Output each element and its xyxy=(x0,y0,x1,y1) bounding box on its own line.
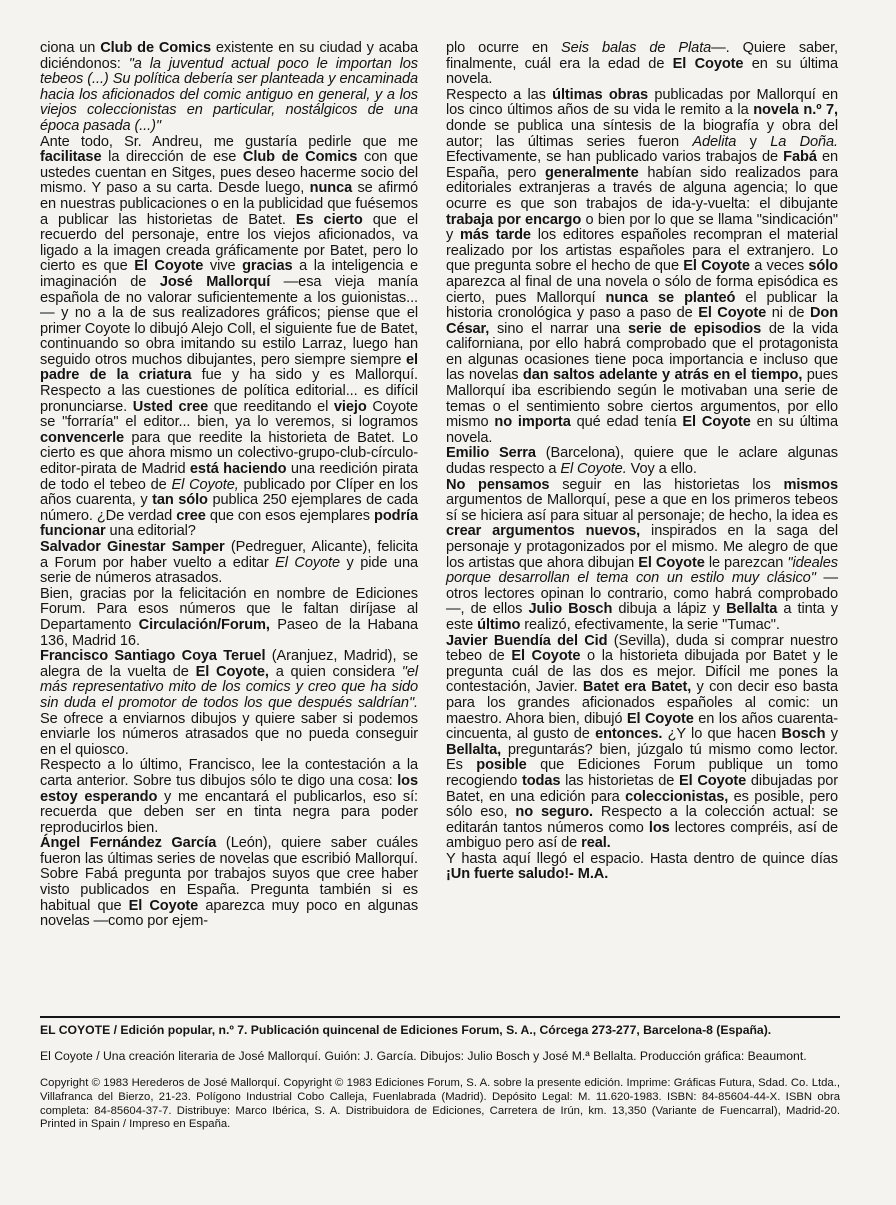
text-run: la dirección de ese xyxy=(101,149,243,166)
bold-text: novela n.º 7, xyxy=(753,102,838,119)
letter-paragraph xyxy=(40,135,418,540)
italic-text: El Coyote, xyxy=(171,476,239,493)
italic-text: "a la juventud actual poco le importan los tebeos (...) Su política debería ser planteada y encaminada hacia los aficionados del comic antiguo en general, y a los viejos coleccionistas en particular, nostálgicos de una época pasada (...)" xyxy=(40,55,419,134)
bold-text: cree xyxy=(176,507,206,524)
bold-text: más tarde xyxy=(460,227,531,244)
text-run: aparezca muy poco en algunas novelas —como por ejem- xyxy=(40,897,419,930)
bold-text: sólo xyxy=(808,258,838,275)
bold-text: trabaja por encargo xyxy=(446,211,582,228)
text-run: para que reedite la historieta de Batet. Lo cierto es que ahora mismo un colectivo-grupo-club-círculo-editor-pirata de Madrid xyxy=(40,429,418,478)
text-run: publicadas por Mallorquí en los cinco últimos años de su vida le remito a la xyxy=(446,86,839,119)
text-run: y pide una serie de números atrasados. xyxy=(40,554,418,587)
bold-text: los estoy esperando xyxy=(40,772,418,805)
bold-text: Ángel Fernández García xyxy=(40,835,217,852)
bold-text: José Mallorquí xyxy=(159,273,271,290)
bold-text: No pensamos xyxy=(446,476,550,493)
text-run: aparezca al final de una novela o sólo de forma episódica es cierto, pues Mallorquí xyxy=(446,273,838,306)
credits-line: El Coyote / Una creación literaria de José Mallorquí. Guión: J. García. Dibujos: Julio Bosch y José M.ª Bellalta. Producción gráfica: Beaumont. xyxy=(40,1049,807,1063)
text-run: en su última novela. xyxy=(446,55,839,88)
text-run: en los años cuarenta-cincuenta, al gusto de xyxy=(446,710,838,743)
bold-text: El Coyote xyxy=(128,897,199,914)
text-run: y xyxy=(825,726,838,743)
bold-text: Circulación/Forum, xyxy=(138,616,270,633)
letter-paragraph xyxy=(40,41,418,135)
bold-text: no seguro. xyxy=(515,804,593,821)
bold-text: Usted cree xyxy=(132,398,209,415)
italic-text: El Coyote xyxy=(275,554,341,571)
text-run: ¿Y lo que hacen xyxy=(662,726,782,743)
bold-text: El Coyote xyxy=(679,772,747,789)
text-run: realizó, efectivamente, la serie "Tumac". xyxy=(520,616,780,633)
bold-text: Javier Buendía del Cid xyxy=(446,632,608,649)
text-run: Se ofrece a enviarnos dibujos y quiere saber si podemos enviarle los números atrasados que no pueda conseguir en el quiosco. xyxy=(40,710,418,758)
letter-paragraph xyxy=(446,634,838,852)
right-column xyxy=(446,41,838,883)
text-run: (Pedreguer, Alicante), felicita a Forum por haber vuelto a editar xyxy=(40,539,418,571)
bold-text: Bellalta, xyxy=(446,741,502,758)
text-run: (León), quiere saber cuáles fueron las últimas series de novelas que escribió Mallorquí. Sobre Fabá pregunta por trabajos suyos que cree haber visto publicados en España. Pregunta también si es habitual que xyxy=(40,835,419,914)
text-run: que Ediciones Forum publique un tomo recogiendo xyxy=(446,757,838,789)
text-run: con que ustedes cuentan en Sitges, pues deseo hacerme socio del mismo. Y paso a su carta. Desde luego, xyxy=(40,149,418,197)
bold-text: serie de episodios xyxy=(627,320,762,337)
bold-text: entonces. xyxy=(595,726,663,743)
bold-text: Emilio Serra xyxy=(446,445,536,462)
text-run: pues Mallorquí iba escribiendo según le motivaban una serie de temas o el sentimiento sobre ciertos argumentos, por ello mismo xyxy=(446,367,839,431)
text-run: los editores españoles recompran el material realizado por los artistas españoles para el extranjero. Lo que pregunta sobre el hecho de que xyxy=(446,227,838,275)
bold-text: Es cierto xyxy=(295,211,363,228)
bold-text: el padre de la criatura xyxy=(40,351,418,384)
bold-text: mismos xyxy=(783,476,838,493)
bold-text: Club de Comics xyxy=(100,40,211,56)
letter-paragraph xyxy=(446,41,838,88)
text-run: publicado por Clíper en los años cuarenta, y xyxy=(40,476,418,509)
bold-text: podría funcionar xyxy=(40,507,418,540)
bold-text: Fabá xyxy=(783,149,817,166)
text-run: y me encantará el publicarlos, eso sí: recuerda que deben ser en tinta negra para poder reproducirlos bien. xyxy=(40,788,419,836)
bold-text: gracias xyxy=(242,258,293,275)
bold-text: no importa xyxy=(494,414,571,431)
text-run: en España, pero xyxy=(446,149,838,181)
bold-text: El Coyote xyxy=(698,305,767,322)
bold-text: crear argumentos nuevos, xyxy=(446,523,641,540)
italic-text: "el más representativo mito de los comics y creo que ha sido sin duda el promotor de todos los que después saldrían". xyxy=(40,663,419,711)
text-run: Respecto a lo último, Francisco, lee la contestación a la carta anterior. Sobre tus dibujos sólo te digo una cosa: xyxy=(40,757,418,789)
bold-text: está haciendo xyxy=(189,461,287,478)
bold-text: Club de Comics xyxy=(242,149,358,166)
text-run: (Barcelona), quiere que le aclare algunas dudas respecto a xyxy=(446,445,839,478)
bold-text: ¡Un fuerte saludo!- M.A. xyxy=(446,866,609,883)
bold-text: El Coyote xyxy=(672,55,744,72)
text-run: donde se publica una síntesis de la biografía y obra del autor; las últimas series fueron xyxy=(446,117,838,150)
bold-text: los xyxy=(648,819,670,836)
letter-paragraph xyxy=(446,446,838,477)
edition-line: EL COYOTE / Edición popular, n.º 7. Publicación quincenal de Ediciones Forum, S. A., Córcega 273-277, Barcelona-8 (España). xyxy=(40,1023,772,1037)
text-run: —. Quiere saber, finalmente, cuál era la edad de xyxy=(446,40,838,72)
text-run: qué edad tenía xyxy=(570,414,683,431)
letter-paragraph xyxy=(40,758,418,836)
bold-text: último xyxy=(477,616,521,633)
text-run: publica 250 ejemplares de cada número. ¿De verdad xyxy=(40,492,418,524)
letter-paragraph xyxy=(40,649,418,758)
text-run: Efectivamente, se han publicado varios trabajos de xyxy=(446,149,784,166)
text-run: el publicar la historia cronológica y paso a paso de xyxy=(446,289,838,322)
bold-text: El Coyote xyxy=(511,648,581,665)
text-run: las historietas de xyxy=(560,772,680,789)
bold-text: El Coyote, xyxy=(195,663,269,680)
bold-text: Batet era Batet, xyxy=(582,679,692,696)
bold-text: generalmente xyxy=(544,164,639,181)
letter-paragraph xyxy=(446,88,838,447)
text-run: plo ocurre en xyxy=(446,40,561,56)
text-run: seguir en las historietas los xyxy=(549,476,784,493)
colophon xyxy=(40,1016,840,1132)
bold-text: El Coyote xyxy=(682,414,751,431)
text-run: es posible, pero sólo eso, xyxy=(446,788,839,821)
text-run: —esa vieja manía española de no valorar suficientemente a los guionistas... — y no a la de sus realizadores gráficos; piense que el primer Coyote lo dibujó Alejo Coll, el siguiente fue de Batet, continuando so obra imitando su estilo Larraz, luego han seguido otros muchos dibujantes, pero siempre siempre xyxy=(40,273,418,368)
bold-text: posible xyxy=(476,757,527,774)
text-run: o bien por lo que se llama "sindicación" y xyxy=(446,211,838,244)
bold-text: convencerle xyxy=(40,429,125,446)
text-run: le parezcan xyxy=(704,554,788,571)
text-run: argumentos de Mallorquí, pese a que en los primeros tebeos sí se hiciera así para situar al personaje; de hecho, la idea es xyxy=(446,492,838,524)
text-run: dibuja a lápiz y xyxy=(612,601,727,618)
bold-text: El Coyote xyxy=(134,258,204,275)
text-run: Coyote se "forraría" el editor... bien, ya lo veremos, si logramos xyxy=(40,398,418,431)
text-run: que con esos ejemplares xyxy=(205,507,374,524)
italic-text: Seis balas de Plata xyxy=(560,40,712,56)
text-run: a quien considera xyxy=(268,663,402,680)
text-run: Y hasta aquí llegó el espacio. Hasta dentro de quince días xyxy=(446,850,838,867)
bold-text: El Coyote xyxy=(683,258,750,275)
text-run: Bien, gracias por la felicitación en nombre de Ediciones Forum. Para esos números que le faltan diríjase al Departamento xyxy=(40,585,418,633)
italic-text: "ideales porque desarrollan el tema con un estilo muy clásico" xyxy=(446,554,839,587)
letter-paragraph xyxy=(40,587,418,649)
text-run: una editorial? xyxy=(105,523,196,540)
text-run: y xyxy=(736,133,771,150)
text-run: Ante todo, Sr. Andreu, me gustaría pedirle que me xyxy=(40,133,418,150)
text-run: preguntarás? bien, júzgalo tú mismo como lector. Es xyxy=(446,741,838,774)
text-run: que el recuerdo del personaje, entre los viejos aficionados, va ligado a la imagen creada gráficamente por Batet, pero lo cierto es que xyxy=(40,211,418,275)
text-run: en su última novela. xyxy=(446,414,838,446)
bold-text: Francisco Santiago Coya Teruel xyxy=(40,648,266,665)
italic-text: Adelita xyxy=(692,133,737,150)
bold-text: El Coyote xyxy=(638,554,705,571)
letter-paragraph xyxy=(446,478,838,634)
text-run: (Aranjuez, Madrid), se alegra de la vuelta de xyxy=(40,648,418,680)
text-run: (Sevilla), duda si comprar nuestro tebeo de xyxy=(446,632,839,665)
left-column xyxy=(40,41,418,930)
bold-text: Salvador Ginestar Samper xyxy=(40,539,225,555)
text-run: ni de xyxy=(766,305,810,322)
letter-paragraph xyxy=(40,836,418,930)
text-run: de la vida californiana, por ello habrá comprobado que el protagonista en algunas ocasiones tiene poca importancia e incluso que las novelas xyxy=(446,320,839,384)
text-run: que reeditando el xyxy=(208,398,334,415)
bold-text: dan saltos adelante y atrás en el tiempo, xyxy=(522,367,803,384)
text-run: — otros lectores opinan lo contrario, como habrá comprobado—, de ellos xyxy=(446,570,838,618)
text-run: a la inteligencia e imaginación de xyxy=(40,258,419,290)
bold-text: Julio Bosch xyxy=(528,601,613,618)
text-run: dibujadas por Batet, en una edición para xyxy=(446,772,839,805)
text-run: y con decir eso basta para los grandes aficionados españoles al comic: un maestro. Ahora bien, dibujó xyxy=(446,679,838,727)
text-run: una reedición pirata de todo el tebeo de xyxy=(40,461,418,493)
bold-text: nunca se planteó xyxy=(605,289,736,306)
text-run: existente en su ciudad y acaba diciéndonos: xyxy=(40,40,418,72)
bold-text: facilitase xyxy=(40,149,102,166)
text-run: vive xyxy=(203,258,243,275)
text-run: habían sido realizados para editoriales extranjeras a través de alguna agencia; lo que ocurre es que son trabajos de ida-y-vuelta: el dibujante xyxy=(446,164,838,212)
text-run: ciona un xyxy=(40,40,101,56)
text-run: a veces xyxy=(749,258,809,275)
text-run: lectores compréis, así de ambiguo pero así de xyxy=(446,819,838,852)
text-run: Voy a ello. xyxy=(626,461,697,478)
text-run: o la historieta dibujada por Batet y le pregunta cuál de las dos es mejor. Difícil me pones la contestación, Javier. xyxy=(446,648,838,696)
italic-text: La Doña. xyxy=(770,133,839,150)
bold-text: El Coyote xyxy=(626,710,694,727)
bold-text: Don César, xyxy=(446,305,839,337)
copyright-notice: Copyright © 1983 Herederos de José Mallorquí. Copyright © 1983 Ediciones Forum, S. A. sobre la presente edición. Imprime: Gráficas Futura, Sdad. Co. Ltda., Villafranca del Bierzo, 21-23. Polígono Industrial Cobo Calleja, Fuenlabrada (Madrid). Depósito Legal: M. 11.620-1983. ISBN: 84-85604-44-X. ISBN obra completa: 84-85604-37-7. Distribuye: Marco Ibérica, S. A. Distribuidora de Ediciones, Carretera de Irún, km. 13,350 (Variante de Fuencarral), Madrid-20. Printed in Spain / Impreso en España. xyxy=(40,1077,840,1131)
letter-paragraph xyxy=(40,540,418,587)
bold-text: nunca xyxy=(309,180,353,197)
text-run: Respecto a las xyxy=(446,86,553,103)
bold-text: tan sólo xyxy=(152,492,208,509)
letter-paragraph xyxy=(446,852,838,883)
text-run: Respecto a la colección actual: se editarán tantos números como xyxy=(446,804,838,836)
bold-text: todas xyxy=(521,772,561,789)
text-run: fue y ha sido y es Mallorquí. Respecto a las cuestiones de política editorial... es difícil pronunciarse. xyxy=(40,367,418,415)
colophon-rule xyxy=(40,1016,840,1018)
text-run: Paseo de la Habana 136, Madrid 16. xyxy=(40,616,418,649)
bold-text: últimas obras xyxy=(552,86,649,103)
text-run: a tinta y este xyxy=(446,601,838,633)
text-run: se afirmó en nuestras publicaciones o en la publicidad que fuésemos a publicar las historietas de Batet. xyxy=(40,180,419,228)
bold-text: Bellalta xyxy=(726,601,778,618)
bold-text: real. xyxy=(581,835,611,852)
italic-text: El Coyote. xyxy=(560,461,627,478)
bold-text: viejo xyxy=(333,398,367,415)
text-run: inspirados en la saga del personaje y protagonizados por el mismo. Me alegro de que los artistas que ahora dibujan xyxy=(446,523,838,571)
bold-text: Bosch xyxy=(781,726,826,743)
bold-text: coleccionistas, xyxy=(625,788,729,805)
text-run: sino el narrar una xyxy=(489,320,628,337)
